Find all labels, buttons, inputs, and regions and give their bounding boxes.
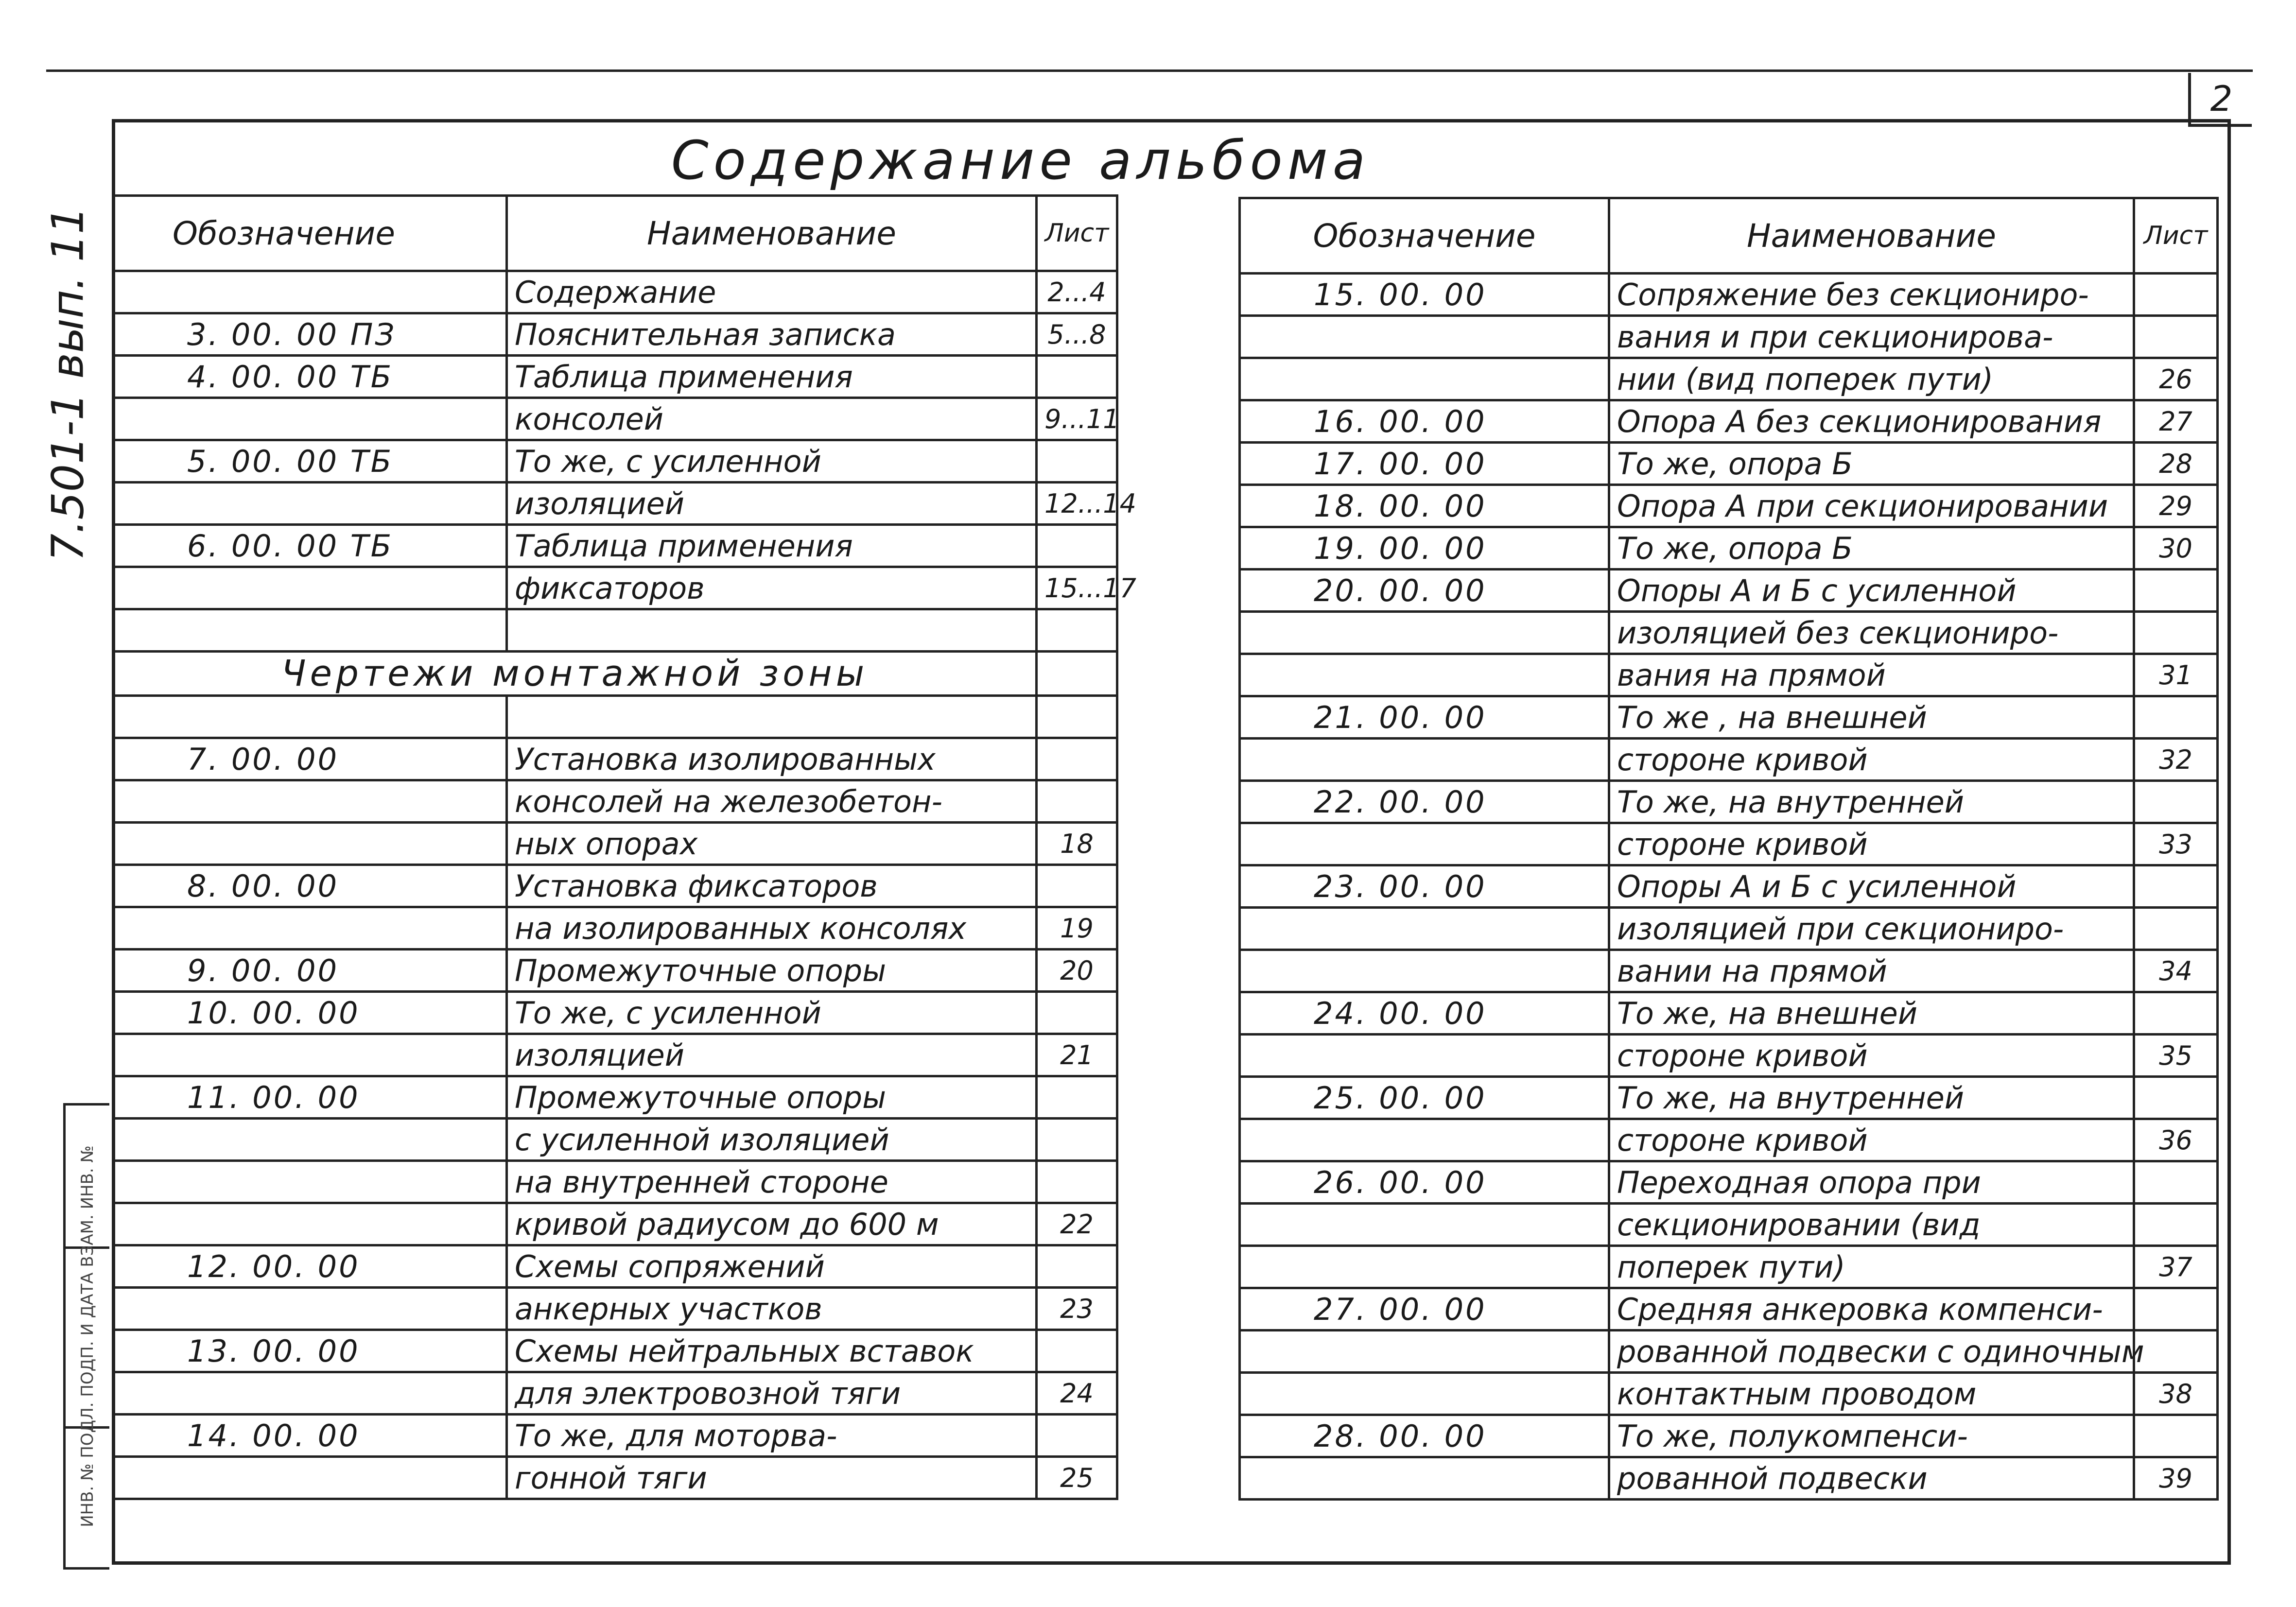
toc-header-row: [113, 196, 1117, 271]
top-rule: [46, 69, 2253, 72]
sheet-cell: [1037, 1161, 1117, 1203]
designation-cell: [113, 1372, 507, 1415]
designation-cell: 12. 00. 00: [113, 1245, 507, 1288]
designation-cell: 27. 00. 00: [1240, 1288, 1609, 1331]
toc-table-left: [112, 194, 1136, 1500]
table-row: [113, 1119, 1117, 1161]
designation-cell: [1240, 823, 1609, 865]
name-cell: Опоры А и Б с усиленной: [1609, 865, 2134, 908]
name-cell: То же, опора Б: [1609, 443, 2134, 485]
name-cell: Схемы сопряжений: [507, 1245, 1037, 1288]
table-row: [1240, 485, 2218, 527]
name-cell: изоляцией: [507, 483, 1037, 525]
sheet-cell: [1037, 356, 1117, 398]
sheet-cell: 9...11: [1037, 398, 1117, 440]
header-sheet: Лист: [2134, 198, 2218, 274]
designation-cell: 18. 00. 00: [1240, 485, 1609, 527]
designation-cell: [1240, 1457, 1609, 1500]
table-row: [1240, 823, 2218, 865]
designation-cell: 24. 00. 00: [1240, 992, 1609, 1035]
designation-cell: [113, 1203, 507, 1245]
designation-cell: 26. 00. 00: [1240, 1161, 1609, 1204]
table-row: [1240, 781, 2218, 823]
table-row: [1240, 992, 2218, 1035]
sheet-cell: 33: [2134, 823, 2218, 865]
sheet-cell: 22: [1037, 1203, 1117, 1245]
name-cell: изоляцией без секциониро-: [1609, 612, 2134, 654]
designation-cell: [1240, 358, 1609, 400]
designation-cell: 22. 00. 00: [1240, 781, 1609, 823]
header-name: Наименование: [1609, 198, 2134, 274]
name-cell: контактным проводом: [1609, 1373, 2134, 1415]
name-cell: стороне кривой: [1609, 1035, 2134, 1077]
table-row: [113, 271, 1117, 313]
table-row: [113, 313, 1117, 356]
name-cell: консолей на железобетон-: [507, 780, 1037, 823]
designation-cell: [1240, 950, 1609, 992]
name-cell: Таблица применения: [507, 525, 1037, 567]
table-row: [113, 1457, 1117, 1499]
designation-cell: [1240, 1373, 1609, 1415]
sheet-cell: 5...8: [1037, 313, 1117, 356]
stamp-strip: [63, 1103, 109, 1570]
name-cell: стороне кривой: [1609, 739, 2134, 781]
designation-cell: 28. 00. 00: [1240, 1415, 1609, 1457]
designation-cell: [1240, 1119, 1609, 1161]
sheet-cell: 26: [2134, 358, 2218, 400]
table-row: [1240, 1035, 2218, 1077]
name-cell: кривой радиусом до 600 м: [507, 1203, 1037, 1245]
table-row: [113, 865, 1117, 907]
table-row: [1240, 316, 2218, 358]
designation-cell: [1240, 316, 1609, 358]
table-row: [1240, 527, 2218, 570]
designation-cell: 9. 00. 00: [113, 950, 507, 992]
name-cell: То же , на внешней: [1609, 696, 2134, 739]
name-cell: Таблица применения: [507, 356, 1037, 398]
designation-cell: [113, 1119, 507, 1161]
designation-cell: [1240, 654, 1609, 696]
table-row: [113, 1372, 1117, 1415]
designation-cell: [113, 271, 507, 313]
table-row: [113, 1076, 1117, 1119]
table-row: [113, 609, 1117, 652]
name-cell: ных опорах: [507, 823, 1037, 865]
designation-cell: [113, 696, 507, 738]
sheet-cell: 35: [2134, 1035, 2218, 1077]
designation-cell: [113, 609, 507, 652]
table-row: [113, 738, 1117, 780]
designation-cell: 23. 00. 00: [1240, 865, 1609, 908]
sheet-cell: [1037, 865, 1117, 907]
name-cell: на изолированных консолях: [507, 907, 1037, 950]
sheet-cell: 29: [2134, 485, 2218, 527]
sheet-cell: [2134, 992, 2218, 1035]
designation-cell: [113, 483, 507, 525]
designation-cell: 11. 00. 00: [113, 1076, 507, 1119]
table-row: [113, 398, 1117, 440]
sheet-cell: [1037, 992, 1117, 1034]
name-cell: секционировании (вид: [1609, 1204, 2134, 1246]
name-cell: Сопряжение без секциониро-: [1609, 274, 2134, 316]
table-row: [113, 1330, 1117, 1372]
table-row: [113, 440, 1117, 483]
name-cell: То же, на внешней: [1609, 992, 2134, 1035]
table-row: [113, 483, 1117, 525]
designation-cell: [113, 567, 507, 609]
sheet-cell: [1037, 1119, 1117, 1161]
designation-cell: [1240, 612, 1609, 654]
table-row: [1240, 696, 2218, 739]
designation-cell: [113, 823, 507, 865]
sheet-cell: 38: [2134, 1373, 2218, 1415]
table-row: [113, 696, 1117, 738]
designation-cell: [113, 1288, 507, 1330]
name-cell: стороне кривой: [1609, 1119, 2134, 1161]
name-cell: Установка изолированных: [507, 738, 1037, 780]
header-designation: Обозначение: [1240, 198, 1609, 274]
table-row: [1240, 1415, 2218, 1457]
name-cell: То же, с усиленной: [507, 992, 1037, 1034]
designation-cell: [113, 1161, 507, 1203]
toc-table-right: [1238, 197, 2219, 1501]
designation-cell: [1240, 739, 1609, 781]
album-title: Содержание альбома: [671, 129, 1371, 191]
sheet-cell: [2134, 1161, 2218, 1204]
table-row: [113, 525, 1117, 567]
designation-cell: [113, 1034, 507, 1076]
table-row: [1240, 908, 2218, 950]
sheet-cell: [2134, 865, 2218, 908]
table-row: [1240, 739, 2218, 781]
name-cell: анкерных участков: [507, 1288, 1037, 1330]
designation-cell: [113, 780, 507, 823]
table-row: [1240, 1373, 2218, 1415]
page-number: 2: [2188, 73, 2252, 127]
sheet-cell: 37: [2134, 1246, 2218, 1288]
name-cell: Промежуточные опоры: [507, 950, 1037, 992]
designation-cell: [1240, 1204, 1609, 1246]
sheet-cell: [2134, 1288, 2218, 1331]
section-heading: Чертежи монтажной зоны: [113, 652, 1037, 696]
sheet-cell: [2134, 1331, 2218, 1373]
name-cell: Переходная опора при: [1609, 1161, 2134, 1204]
table-row: [1240, 865, 2218, 908]
sheet-cell: 39: [2134, 1457, 2218, 1500]
name-cell: Средняя анкеровка компенси-: [1609, 1288, 2134, 1331]
name-cell: вания и при секционирова-: [1609, 316, 2134, 358]
name-cell: То же, на внутренней: [1609, 1077, 2134, 1119]
designation-cell: [113, 398, 507, 440]
table-row: [1240, 612, 2218, 654]
name-cell: Опора А без секционирования: [1609, 400, 2134, 443]
name-cell: То же, для моторва-: [507, 1415, 1037, 1457]
table-row: [113, 823, 1117, 865]
table-row: [1240, 950, 2218, 992]
sheet-cell: 12...14: [1037, 483, 1117, 525]
designation-cell: 6. 00. 00 ТБ: [113, 525, 507, 567]
header-sheet: Лист: [1037, 196, 1117, 271]
sheet-cell: 36: [2134, 1119, 2218, 1161]
name-cell: консолей: [507, 398, 1037, 440]
name-cell: [507, 696, 1037, 738]
table-row: [1240, 400, 2218, 443]
name-cell: Пояснительная записка: [507, 313, 1037, 356]
table-row: [1240, 1119, 2218, 1161]
name-cell: То же, на внутренней: [1609, 781, 2134, 823]
sheet-cell: [1037, 652, 1117, 696]
table-row: [1240, 1204, 2218, 1246]
sheet-cell: 27: [2134, 400, 2218, 443]
sheet-cell: [2134, 908, 2218, 950]
sheet-cell: [1037, 1245, 1117, 1288]
designation-cell: [113, 1457, 507, 1499]
sheet-cell: 24: [1037, 1372, 1117, 1415]
sheet-cell: [1037, 1076, 1117, 1119]
sheet-cell: 18: [1037, 823, 1117, 865]
table-row: [1240, 1161, 2218, 1204]
sheet-cell: [1037, 440, 1117, 483]
sheet-cell: [1037, 738, 1117, 780]
sheet-cell: 15...17: [1037, 567, 1117, 609]
designation-cell: 25. 00. 00: [1240, 1077, 1609, 1119]
table-row: [1240, 1288, 2218, 1331]
table-row: [113, 1288, 1117, 1330]
designation-cell: 8. 00. 00: [113, 865, 507, 907]
table-row: [113, 950, 1117, 992]
stamp-text: ИНВ. № ПОДЛ. ПОДП. И ДАТА ВЗАМ. ИНВ. №: [78, 1145, 97, 1527]
name-cell: Опора А при секционировании: [1609, 485, 2134, 527]
table-row: [1240, 443, 2218, 485]
table-row: [113, 652, 1117, 696]
name-cell: вании на прямой: [1609, 950, 2134, 992]
designation-cell: [1240, 908, 1609, 950]
name-cell: изоляцией: [507, 1034, 1037, 1076]
sheet-cell: 21: [1037, 1034, 1117, 1076]
name-cell: вания на прямой: [1609, 654, 2134, 696]
designation-cell: 14. 00. 00: [113, 1415, 507, 1457]
toc-header-row: [1240, 198, 2218, 274]
sheet-cell: [1037, 1330, 1117, 1372]
name-cell: фиксаторов: [507, 567, 1037, 609]
name-cell: То же, опора Б: [1609, 527, 2134, 570]
table-row: [1240, 654, 2218, 696]
sheet-cell: [2134, 612, 2218, 654]
sheet-cell: [2134, 316, 2218, 358]
sheet-cell: 25: [1037, 1457, 1117, 1499]
name-cell: на внутренней стороне: [507, 1161, 1037, 1203]
designation-cell: 7. 00. 00: [113, 738, 507, 780]
sheet-cell: [1037, 696, 1117, 738]
name-cell: с усиленной изоляцией: [507, 1119, 1037, 1161]
table-row: [113, 907, 1117, 950]
table-row: [113, 356, 1117, 398]
name-cell: рованной подвески: [1609, 1457, 2134, 1500]
table-row: [113, 992, 1117, 1034]
sheet-cell: [1037, 1415, 1117, 1457]
header-name: Наименование: [507, 196, 1037, 271]
sheet-cell: [2134, 1077, 2218, 1119]
side-code: [19, 206, 117, 562]
sheet-cell: 23: [1037, 1288, 1117, 1330]
sheet-cell: 2...4: [1037, 271, 1117, 313]
name-cell: [507, 609, 1037, 652]
designation-cell: 15. 00. 00: [1240, 274, 1609, 316]
designation-cell: 3. 00. 00 ПЗ: [113, 313, 507, 356]
sheet-cell: 30: [2134, 527, 2218, 570]
designation-cell: 13. 00. 00: [113, 1330, 507, 1372]
designation-cell: [1240, 1331, 1609, 1373]
designation-cell: 4. 00. 00 ТБ: [113, 356, 507, 398]
table-row: [113, 1203, 1117, 1245]
designation-cell: 5. 00. 00 ТБ: [113, 440, 507, 483]
sheet-cell: [1037, 609, 1117, 652]
sheet-cell: [2134, 1415, 2218, 1457]
designation-cell: [1240, 1246, 1609, 1288]
table-row: [1240, 570, 2218, 612]
name-cell: поперек пути): [1609, 1246, 2134, 1288]
designation-cell: 16. 00. 00: [1240, 400, 1609, 443]
sheet-cell: 28: [2134, 443, 2218, 485]
sheet-cell: [2134, 1204, 2218, 1246]
name-cell: рованной подвески с одиночным: [1609, 1331, 2134, 1373]
name-cell: Промежуточные опоры: [507, 1076, 1037, 1119]
table-row: [113, 780, 1117, 823]
name-cell: изоляцией при секциониро-: [1609, 908, 2134, 950]
table-row: [1240, 1331, 2218, 1373]
sheet-cell: [1037, 525, 1117, 567]
sheet-cell: 31: [2134, 654, 2218, 696]
sheet-cell: 19: [1037, 907, 1117, 950]
name-cell: стороне кривой: [1609, 823, 2134, 865]
table-row: [1240, 1077, 2218, 1119]
name-cell: нии (вид поперек пути): [1609, 358, 2134, 400]
sheet-cell: [2134, 696, 2218, 739]
name-cell: То же, полукомпенси-: [1609, 1415, 2134, 1457]
table-row: [113, 567, 1117, 609]
name-cell: Содержание: [507, 271, 1037, 313]
designation-cell: 17. 00. 00: [1240, 443, 1609, 485]
designation-cell: 10. 00. 00: [113, 992, 507, 1034]
table-row: [1240, 274, 2218, 316]
sheet-cell: [2134, 274, 2218, 316]
sheet-cell: 20: [1037, 950, 1117, 992]
name-cell: для электровозной тяги: [507, 1372, 1037, 1415]
sheet-cell: [1037, 780, 1117, 823]
designation-cell: 20. 00. 00: [1240, 570, 1609, 612]
table-row: [1240, 1246, 2218, 1288]
designation-cell: 21. 00. 00: [1240, 696, 1609, 739]
name-cell: То же, с усиленной: [507, 440, 1037, 483]
designation-cell: 19. 00. 00: [1240, 527, 1609, 570]
table-row: [113, 1245, 1117, 1288]
header-designation: Обозначение: [113, 196, 507, 271]
name-cell: Схемы нейтральных вставок: [507, 1330, 1037, 1372]
table-row: [113, 1415, 1117, 1457]
table-row: [1240, 1457, 2218, 1500]
designation-cell: [1240, 1035, 1609, 1077]
table-row: [113, 1034, 1117, 1076]
sheet-cell: 34: [2134, 950, 2218, 992]
name-cell: Опоры А и Б с усиленной: [1609, 570, 2134, 612]
name-cell: гонной тяги: [507, 1457, 1037, 1499]
sheet-cell: [2134, 570, 2218, 612]
side-code-text: 7.501-1 вып. 11: [42, 206, 94, 562]
table-row: [1240, 358, 2218, 400]
designation-cell: [113, 907, 507, 950]
sheet-cell: [2134, 781, 2218, 823]
name-cell: Установка фиксаторов: [507, 865, 1037, 907]
table-row: [113, 1161, 1117, 1203]
sheet-cell: 32: [2134, 739, 2218, 781]
